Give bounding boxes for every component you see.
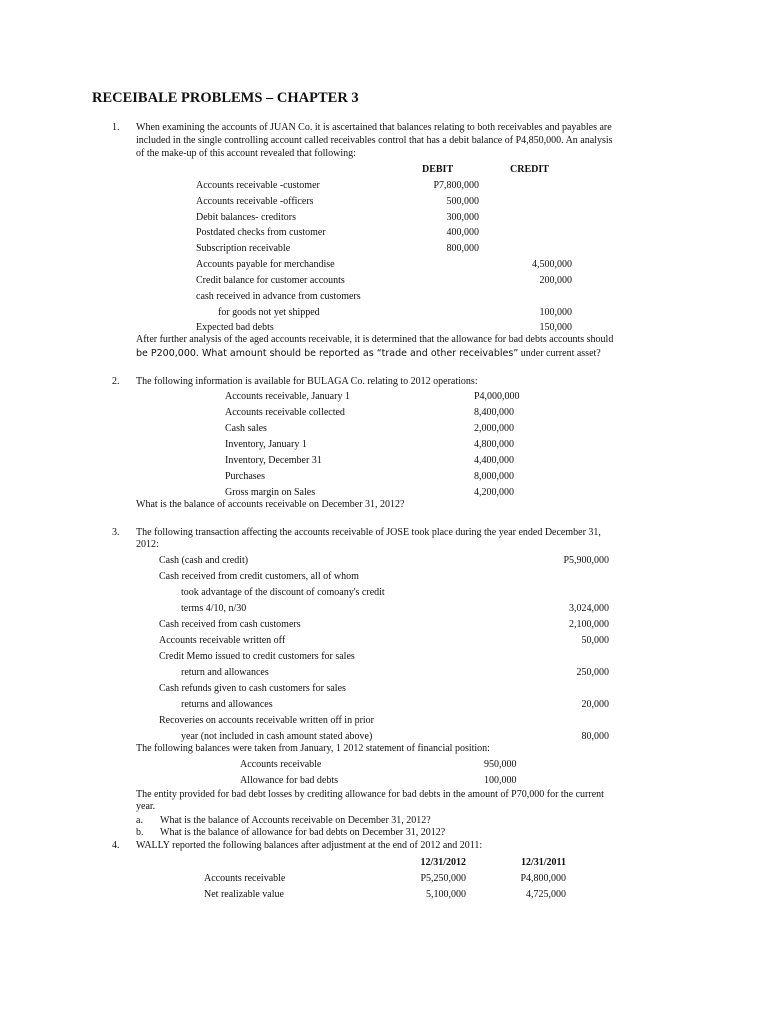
- p2-row-label: Cash sales: [225, 423, 267, 434]
- problem-4-intro: WALLY reported the following balances after adjustment at the end of 2012 and 2011:: [136, 840, 483, 851]
- p1-row-label: Subscription receivable: [196, 243, 291, 254]
- page-title: RECEIBALE PROBLEMS – CHAPTER 3: [92, 90, 359, 106]
- p3-row-value: 80,000: [581, 731, 609, 742]
- p3-row-label: terms 4/10, n/30: [181, 603, 247, 614]
- question-a-letter: a.: [136, 815, 143, 826]
- debit-header: DEBIT: [422, 164, 454, 175]
- p3-row-value: 20,000: [581, 699, 609, 710]
- p3-row-label: Cash (cash and credit): [159, 555, 249, 566]
- p1-row-credit: 150,000: [539, 322, 572, 333]
- p3-row-label: year (not included in cash amount stated above): [181, 731, 373, 742]
- p1-row-label: Accounts receivable -officers: [196, 196, 314, 207]
- problem-3-intro-2: 2012:: [136, 539, 159, 550]
- p2-row-label: Accounts receivable collected: [225, 407, 345, 418]
- p3-row-label: returns and allowances: [181, 699, 273, 710]
- p2-row-value: 2,000,000: [474, 423, 514, 434]
- problem-1-line-1: When examining the accounts of JUAN Co. it is ascertained that balances relating to both receivables and payables are: [136, 122, 612, 133]
- problem-3-provision-1: The entity provided for bad debt losses by crediting allowance for bad debts in the amount of P70,000 for the current: [136, 789, 604, 800]
- p4-row-value-2012: P5,250,000: [420, 873, 466, 884]
- p1-row-label: for goods not yet shipped: [218, 307, 320, 318]
- problem-1-number: 1.: [112, 122, 120, 133]
- credit-header: CREDIT: [510, 164, 549, 175]
- p1-row-label: Accounts receivable -customer: [196, 180, 320, 191]
- p2-row-label: Accounts receivable, January 1: [225, 391, 350, 402]
- p3-row-label: took advantage of the discount of comoany's credit: [181, 587, 385, 598]
- p1-row-credit: 4,500,000: [532, 259, 572, 270]
- p1-row-debit: 300,000: [446, 212, 479, 223]
- p3-balance-value: 100,000: [484, 775, 517, 786]
- problem-2-number: 2.: [112, 376, 120, 387]
- p1-row-label: Accounts payable for merchandise: [196, 259, 335, 270]
- problem-1-after-2a: be P200,000. What amount should be reported as “trade and other receivables”: [136, 348, 519, 359]
- p3-row-label: Recoveries on accounts receivable written off in prior: [159, 715, 375, 726]
- problem-1-after-2: [136, 348, 601, 360]
- p3-row-value: P5,900,000: [563, 555, 609, 566]
- col-header-2011: 12/31/2011: [520, 857, 566, 868]
- problem-1-after-1: After further analysis of the aged accounts receivable, it is determined that the allowance for bad debts accounts should: [136, 334, 614, 345]
- p1-row-label: Credit balance for customer accounts: [196, 275, 345, 286]
- p2-row-value: 4,200,000: [474, 487, 514, 498]
- p2-row-value: P4,000,000: [474, 391, 520, 402]
- p1-row-label: Debit balances- creditors: [196, 212, 296, 223]
- p2-row-value: 8,400,000: [474, 407, 514, 418]
- p3-row-label: Cash received from cash customers: [159, 619, 301, 630]
- p1-row-label: Expected bad debts: [196, 322, 274, 333]
- p3-row-label: Cash refunds given to cash customers for sales: [159, 683, 346, 694]
- problem-1-after-2b: under current asset?: [518, 348, 601, 359]
- p3-balance-value: 950,000: [484, 759, 517, 770]
- p2-row-label: Inventory, January 1: [225, 439, 307, 450]
- p3-row-value: 2,100,000: [569, 619, 609, 630]
- problem-1-line-2: included in the single controlling account called receivables control that has a debit balance of P4,850,000. An analysis: [136, 135, 613, 146]
- p3-row-label: Accounts receivable written off: [159, 635, 286, 646]
- p3-row-label: Credit Memo issued to credit customers for sales: [159, 651, 355, 662]
- p2-row-value: 4,800,000: [474, 439, 514, 450]
- p3-balance-label: Accounts receivable: [240, 759, 322, 770]
- p3-row-label: return and allowances: [181, 667, 269, 678]
- p3-row-label: Cash received from credit customers, all of whom: [159, 571, 359, 582]
- p1-row-debit: 400,000: [446, 227, 479, 238]
- problem-3-intro-1: The following transaction affecting the accounts receivable of JOSE took place during the year ended December 31,: [136, 527, 601, 538]
- question-a: What is the balance of Accounts receivable on December 31, 2012?: [160, 815, 431, 826]
- p1-row-label: cash received in advance from customers: [196, 291, 361, 302]
- col-header-2012: 12/31/2012: [420, 857, 466, 868]
- p1-row-credit: 200,000: [539, 275, 572, 286]
- p4-row-value-2011: 4,725,000: [526, 889, 566, 900]
- p4-row-label: Net realizable value: [204, 889, 284, 900]
- p2-row-value: 8,000,000: [474, 471, 514, 482]
- p4-row-value-2011: P4,800,000: [520, 873, 566, 884]
- p1-row-debit: 500,000: [446, 196, 479, 207]
- problem-3-provision-2: year.: [136, 801, 156, 812]
- p3-row-value: 3,024,000: [569, 603, 609, 614]
- problem-2-intro: The following information is available for BULAGA Co. relating to 2012 operations:: [136, 376, 478, 387]
- p3-row-value: 250,000: [576, 667, 609, 678]
- p3-balance-label: Allowance for bad debts: [240, 775, 339, 786]
- problem-1-line-3: of the make-up of this account revealed that following:: [136, 148, 356, 159]
- p4-row-value-2012: 5,100,000: [426, 889, 466, 900]
- question-b: What is the balance of allowance for bad debts on December 31, 2012?: [160, 827, 446, 838]
- p2-row-value: 4,400,000: [474, 455, 514, 466]
- p2-row-label: Inventory, December 31: [225, 455, 322, 466]
- problem-4-number: 4.: [112, 840, 120, 851]
- p1-row-debit: P7,800,000: [433, 180, 479, 191]
- p1-row-label: Postdated checks from customer: [196, 227, 326, 238]
- p3-row-value: 50,000: [581, 635, 609, 646]
- question-b-letter: b.: [136, 827, 144, 838]
- p1-row-debit: 800,000: [446, 243, 479, 254]
- p2-row-label: Gross margin on Sales: [225, 487, 316, 498]
- p4-row-label: Accounts receivable: [204, 873, 286, 884]
- p2-row-label: Purchases: [225, 471, 265, 482]
- p1-row-credit: 100,000: [539, 307, 572, 318]
- problem-3-number: 3.: [112, 527, 120, 538]
- problem-3-balances-intro: The following balances were taken from January, 1 2012 statement of financial position:: [136, 743, 490, 754]
- problem-2-question: What is the balance of accounts receivable on December 31, 2012?: [136, 499, 405, 510]
